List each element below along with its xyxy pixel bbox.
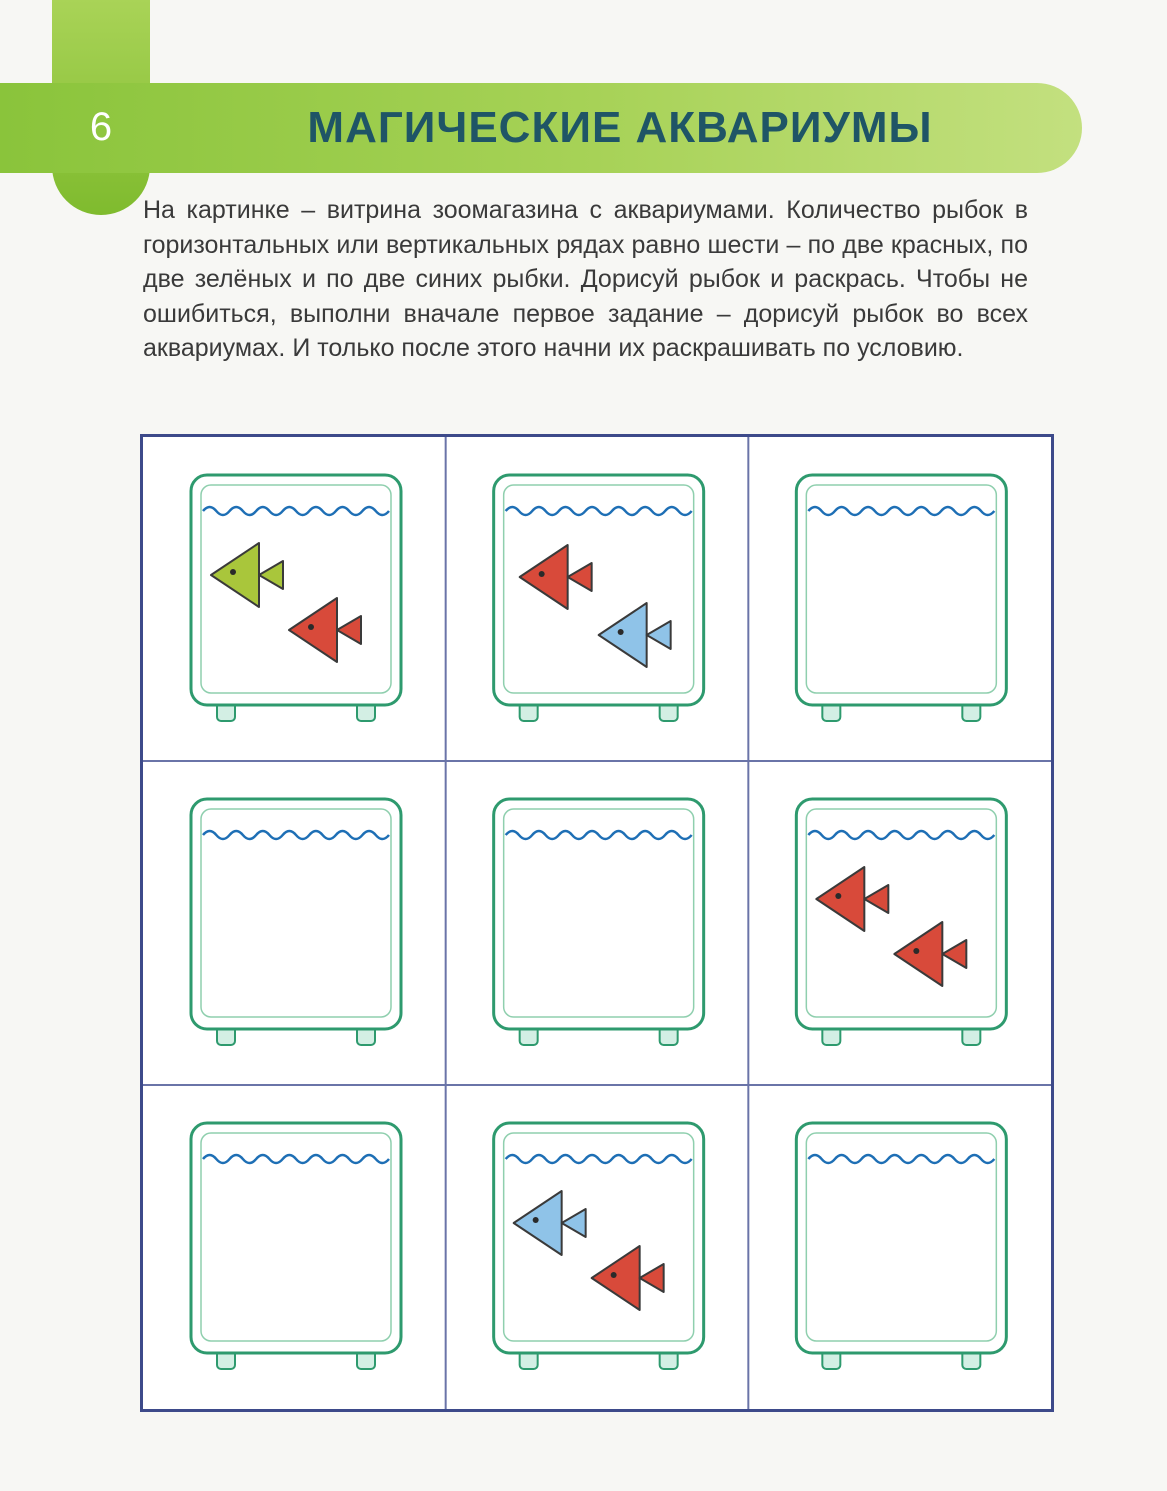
page-title: МАГИЧЕСКИЕ АКВАРИУМЫ [307, 103, 933, 152]
aquarium-tank [796, 475, 1006, 721]
aquarium-tank [494, 799, 704, 1045]
aquarium-grid [140, 434, 1054, 1412]
aquarium-tank [191, 475, 401, 721]
aquarium-tank [796, 799, 1006, 1045]
aquarium-grid-drawing [143, 437, 1051, 1409]
aquarium-tank [494, 475, 704, 721]
aquarium-tank [796, 1123, 1006, 1369]
page-number: 6 [89, 105, 113, 149]
aquarium-tank [191, 1123, 401, 1369]
task-instructions: На картинке – витрина зоомагазина с аквариумами. Количество рыбок в горизонтальных или вертикальных рядах равно шести – по две красных, по две зелёных и по две синих рыбки. Дорисуй рыбок и раскрась. Чтобы не ошибиться, выполни вначале первое задание – дорисуй рыбок во всех аквариумах. И только после этого начни их раскрашивать по условию. [143, 196, 1028, 362]
aquarium-tank [191, 799, 401, 1045]
aquarium-tank [494, 1123, 704, 1369]
